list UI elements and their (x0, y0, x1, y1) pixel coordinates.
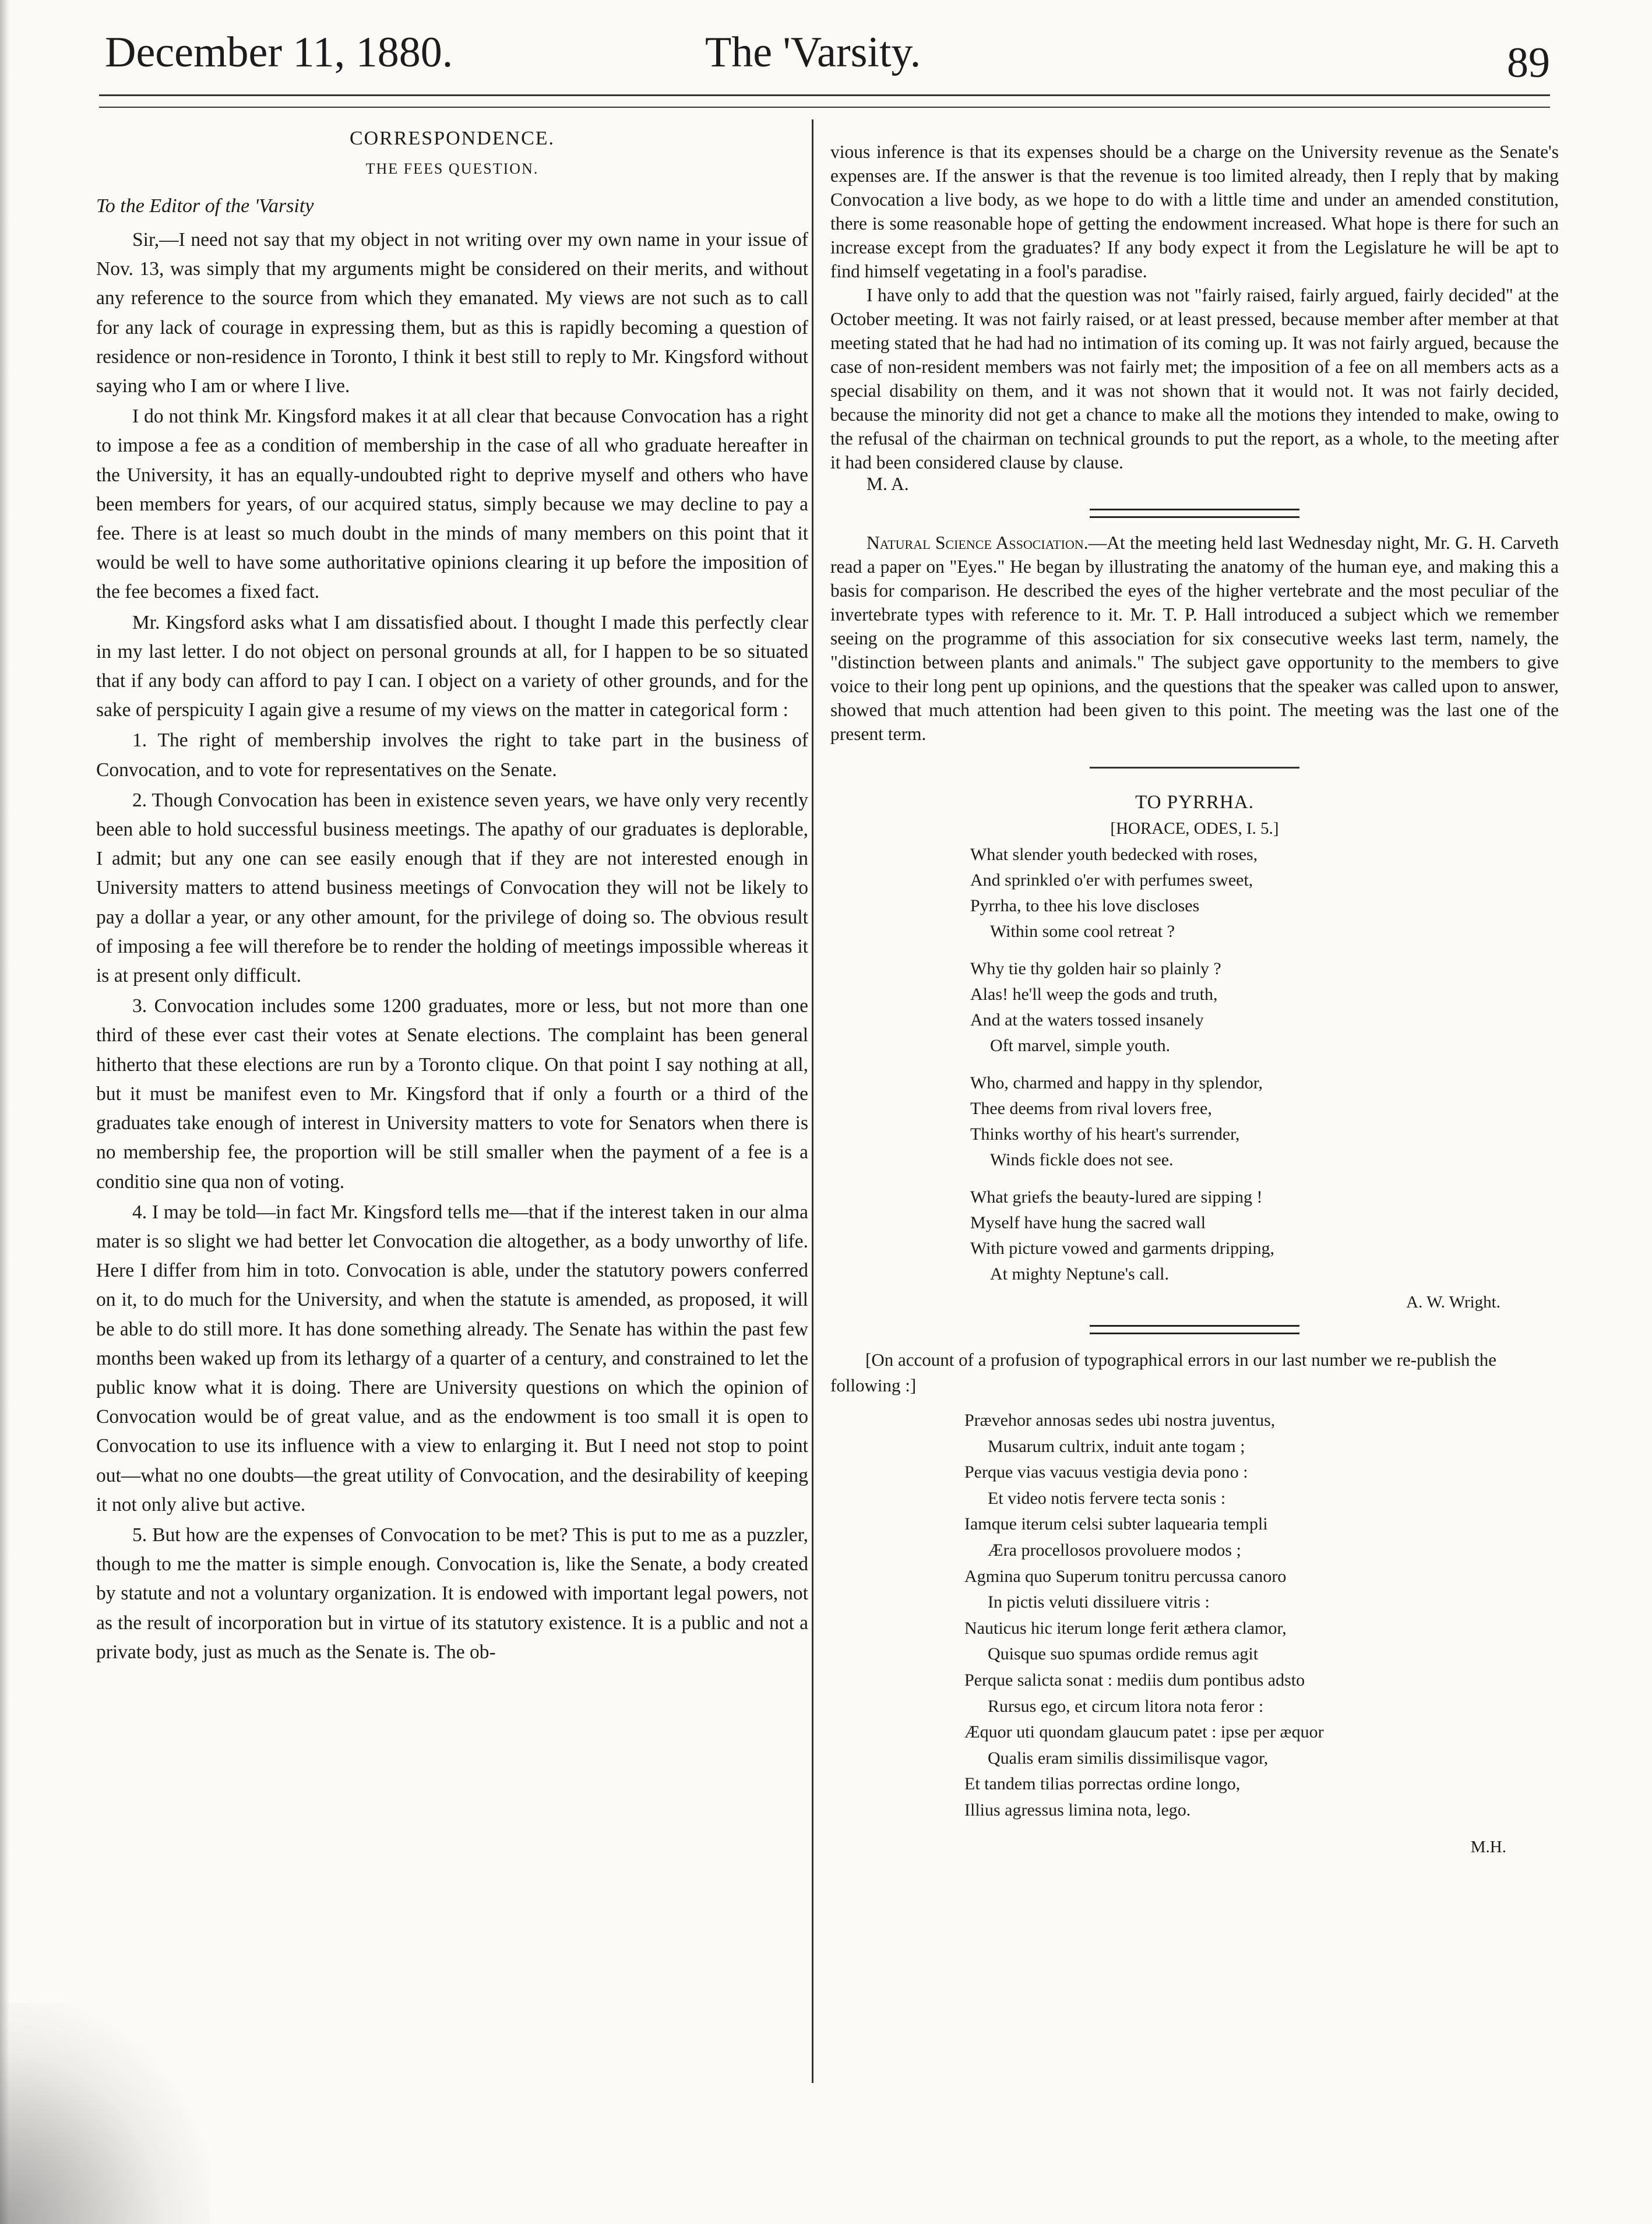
poem-body (970, 842, 1559, 1287)
poem-stanza (970, 1185, 1559, 1287)
section-heading: CORRESPONDENCE. (349, 128, 555, 149)
report-lead: Natural Science Association. (866, 533, 1089, 553)
masthead (105, 28, 1550, 92)
poem-line: What griefs the beauty-lured are sipping ! (970, 1187, 1263, 1207)
erratum-note: [On account of a profusion of typographical errors in our last number we re-publish the following :] (830, 1349, 1496, 1395)
letter-continuation: vious inference is that its expenses should be a charge on the University revenue as the Senate's expenses are. If the answer is that the revenue is too limited already, then I reply that by making Convocation a live body, as we hope to do with a little time and under an amended constitution, there is some reasonable hope of getting the endowment increased. What hope is there for such an increase except from the graduates? If any body expect it from the Legislature he will be apt to find himself vegetating in a fool's paradise. (830, 142, 1559, 281)
masthead-rule (99, 94, 1550, 108)
poem-line: Winds fickle does not see. (990, 1150, 1174, 1169)
letter-point: 4. I may be told—in fact Mr. Kingsford tells me—that if the interest taken in our alma mater is so slight we had better let Convocation die altogether, as a body unworthy of life. Here I differ from him in toto. Convocation is able, under the statutory powers conferred on it, to do much for the University, and when the statute is amended, as proposed, it will be able to do still more. It has done something already. The Senate has within the past few months been waked up from its lethargy of a quarter of a century, and constrained to let the public know what it is doing. There are University questions on which the opinion of Convocation would be of great value, and as the endowment is too small it is open to Convocation to use its influence with a view to enlarging it. But I need not stop to point out—what no one doubts—the great utility of Convocation, and the desirability of keeping it not only alive but active. (96, 1201, 808, 1515)
verse-line: Rursus ego, et circum litora nota feror : (988, 1696, 1264, 1716)
letter-paragraph: Mr. Kingsford asks what I am dissatisfied about. I thought I made this perfectly clear in my last letter. I do not object on personal grounds at all, for I happen to be so situated that if any body can afford to pay I can. I object on a variety of other grounds, and for the sake of perspicuity I again give a resume of my views on the matter in categorical form : (96, 611, 808, 721)
poem-stanza (970, 842, 1559, 944)
poem-line: Who, charmed and happy in thy splendor, (970, 1073, 1263, 1092)
verse-line: Prævehor annosas sedes ubi nostra juventus, (964, 1411, 1276, 1430)
letter-point: 3. Convocation includes some 1200 graduates, more or less, but not more than one third of these ever cast their votes at Senate elections. The complaint has been general hitherto that these elections are run by a Toronto clique. On that point I say nothing at all, but it must be manifest even to Mr. Kingsford that if only a fourth or a third of the graduates take enough of interest in University matters to vote for Senators when there is no membership fee, the proportion will be still smaller when the payment of a fee is a conditio sine qua non of voting. (96, 995, 808, 1193)
verse-line: Æra procellosos provoluere modos ; (988, 1540, 1241, 1560)
report-text: —At the meeting held last Wednesday night, Mr. G. H. Carveth read a paper on "Eyes." He began by illustrating the anatomy of the human eye, and making this a basis for comparison. He described the eyes of the higher vertebrate and the most peculiar of the invertebrate types with reference to it. Mr. T. P. Hall introduced a subject which we remember seeing on the programme of this association for six consecutive weeks last term, namely, the "distinction between plants and animals." The subject gave opportunity to the members to give voice to their long pent up opinions, and the questions that the speaker was called upon to answer, showed that much attention had been given to this point. The meeting was the last one of the present term. (830, 533, 1559, 744)
poem-line: Myself have hung the sacred wall (970, 1213, 1206, 1232)
verse-line: Nauticus hic iterum longe ferit æthera clamor, (964, 1618, 1287, 1638)
verse-line: In pictis veluti dissiluere vitris : (988, 1592, 1210, 1612)
scan-left-edge (0, 0, 9, 2224)
section-rule (1090, 767, 1299, 769)
poem-line: What slender youth bedecked with roses, (970, 845, 1258, 864)
poem-line: And sprinkled o'er with perfumes sweet, (970, 870, 1253, 890)
verse-line: Illius agressus limina nota, lego. (964, 1800, 1191, 1820)
right-column (830, 140, 1559, 2063)
issue-date: December 11, 1880. (105, 29, 453, 76)
poem-stanza (970, 956, 1559, 1059)
article-subheading: THE FEES QUESTION. (365, 160, 539, 177)
natural-science-report (830, 531, 1559, 746)
column-divider (812, 119, 813, 2083)
salutation: To the Editor of the 'Varsity (96, 195, 314, 217)
poem-line: Why tie thy golden hair so plainly ? (970, 959, 1221, 978)
poem-line: Pyrrha, to thee his love discloses (970, 896, 1200, 915)
verse-line: Qualis eram similis dissimilisque vagor, (988, 1748, 1269, 1768)
page-number: 89 (1507, 39, 1550, 87)
scan-corner-shadow (0, 2003, 210, 2224)
verse-line: Et tandem tilias porrectas ordine longo, (964, 1774, 1241, 1794)
poem-line: At mighty Neptune's call. (990, 1264, 1170, 1284)
letter-paragraph: I have only to add that the question was not "fairly raised, fairly argued, fairly decided" at the October meeting. It was not fairly raised, or at least pressed, because member after member at that meeting stated that he had had no intimation of its coming up. It was not fairly argued, because the case of non-resident members was not fairly met; the imposition of a fee on all members acts as a special disability on them, and it was not shown that it would not. It was not fairly decided, because the minority did not get a chance to make all the motions they intended to make, owing to the refusal of the chairman on technical grounds to put the report, as a whole, to the meeting after it had been considered clause by clause. (830, 285, 1559, 473)
section-rule (1090, 509, 1299, 518)
poem-title: TO PYRRHA. (1135, 792, 1254, 813)
letter-paragraph: I do not think Mr. Kingsford makes it at all clear that because Convocation has a right to impose a fee as a condition of membership in the case of all who graduate hereafter in the University, it has an equally-undoubted right to deprive myself and others who have been members for years, of our acquired status, simply because we may decline to pay a fee. There is at least so much doubt in the minds of many members on this point that it would be well to have some authoritative opinions clearing it up before the imposition of the fee becomes a fixed fact. (96, 406, 808, 603)
verse-line: Æquor uti quondam glaucum patet : ipse per æquor (964, 1722, 1324, 1742)
letter-point: 2. Though Convocation has been in existence seven years, we have only very recently been able to hold successful business meetings. The apathy of our graduates is deplorable, I admit; but any one can see easily enough that if they are not interested enough in University matters to attend business meetings of Convocation they will not be likely to pay a dollar a year, or any other amount, for the privilege of doing so. The obvious result of imposing a fee will therefore be to render the holding of meetings impossible whereas it is at present only difficult. (96, 789, 808, 987)
left-column (96, 125, 808, 2083)
verse-line: Et video notis fervere tecta sonis : (988, 1488, 1226, 1508)
poem-line: Thee deems from rival lovers free, (970, 1099, 1212, 1118)
verse-line: Musarum cultrix, induit ante togam ; (988, 1436, 1245, 1456)
letter-point: 5. But how are the expenses of Convocation to be met? This is put to me as a puzzler, though to me the matter is simple enough. Convocation is, like the Senate, a body created by statute and not a voluntary organization. It is endowed with important legal powers, not as the result of incorporation but in virtue of its statutory existence. It is a public and not a private body, just as much as the Senate is. The ob- (96, 1524, 808, 1663)
letter-point: 1. The right of membership involves the right to take part in the business of Convocation, and to vote for representatives on the Senate. (96, 729, 808, 781)
letter-paragraph: Sir,—I need not say that my object in not writing over my own name in your issue of Nov. 13, was simply that my arguments might be considered on their merits, and without any reference to the source from which they emanated. My views are not such as to call for any lack of courage in expressing them, but as this is rapidly becoming a question of residence or non-residence in Toronto, I think it best still to reply to Mr. Kingsford without saying who I am or where I live. (96, 229, 808, 397)
publication-title: The 'Varsity. (705, 29, 921, 76)
verse-signature: M.H. (1470, 1837, 1506, 1856)
poem-line: Within some cool retreat ? (990, 922, 1175, 941)
poem-line: And at the waters tossed insanely (970, 1010, 1204, 1030)
poem-line: Thinks worthy of his heart's surrender, (970, 1125, 1240, 1144)
poem-author: A. W. Wright. (1406, 1293, 1500, 1312)
poem-line: Oft marvel, simple youth. (990, 1036, 1171, 1055)
poem-line: With picture vowed and garments dripping, (970, 1239, 1274, 1258)
verse-line: Iamque iterum celsi subter laquearia templi (964, 1514, 1268, 1534)
latin-verse (964, 1408, 1559, 1824)
section-rule (1090, 1325, 1299, 1334)
verse-line: Perque vias vacuus vestigia devia pono : (964, 1462, 1248, 1482)
verse-line: Quisque suo spumas ordide remus agit (988, 1644, 1259, 1664)
poem-subtitle: [HORACE, ODES, I. 5.] (1110, 819, 1279, 838)
poem-stanza (970, 1070, 1559, 1173)
letter-signature: M. A. (866, 474, 909, 494)
verse-line: Perque salicta sonat : mediis dum pontibus adsto (964, 1670, 1305, 1690)
poem-line: Alas! he'll weep the gods and truth, (970, 985, 1218, 1004)
verse-line: Agmina quo Superum tonitru percussa canoro (964, 1566, 1287, 1586)
